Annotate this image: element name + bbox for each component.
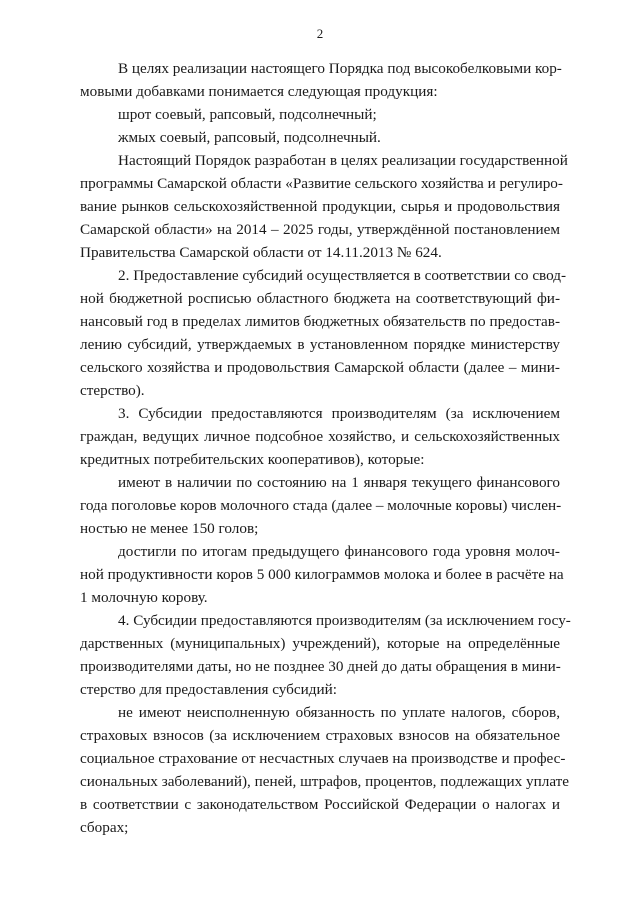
text-line: мовыми добавками понимается следующая продукция:: [80, 83, 438, 100]
text-line: ной продуктивности коров 5 000 килограммов молока и более в расчёте на: [80, 566, 564, 583]
text-line: страховых взносов (за исключением страховых взносов на обязательное: [80, 727, 560, 744]
text-line: сиональных заболеваний), пеней, штрафов, процентов, подлежащих уплате: [80, 773, 570, 790]
text-line: года поголовье коров молочного стада (далее – молочные коровы) числен-: [80, 497, 562, 514]
text-line: жмых соевый, рапсовый, подсолнечный.: [118, 129, 381, 146]
text-line: сборах;: [80, 819, 129, 836]
text-line: программы Самарской области «Развитие сельского хозяйства и регулиро-: [80, 175, 563, 192]
text-line: 3. Субсидии предоставляются производителям (за исключением: [118, 405, 560, 422]
text-line: нансовый год в пределах лимитов бюджетных обязательств по предостав-: [80, 313, 560, 330]
text-line: 4. Субсидии предоставляются производителям (за исключением госу-: [118, 612, 571, 629]
text-line: 1 молочную корову.: [80, 589, 208, 606]
document-body: [80, 57, 571, 839]
text-line: в соответствии с законодательством Российской Федерации о налогах и: [80, 796, 560, 813]
text-line: дарственных (муниципальных) учреждений), которые на определённые: [80, 635, 560, 652]
text-line: В целях реализации настоящего Порядка под высокобелковыми кор-: [118, 60, 562, 77]
text-line: вание рынков сельскохозяйственной продукции, сырья и продовольствия: [80, 198, 560, 215]
text-line: сельского хозяйства и продовольствия Самарской области (далее – мини-: [80, 359, 560, 376]
text-line: стерство).: [80, 382, 145, 399]
text-line: шрот соевый, рапсовый, подсолнечный;: [118, 106, 377, 123]
text-line: кредитных потребительских кооперативов), которые:: [80, 451, 425, 468]
page-number: 2: [316, 26, 324, 41]
text-line: не имеют неисполненную обязанность по уплате налогов, сборов,: [118, 704, 560, 721]
text-line: ностью не менее 150 голов;: [80, 520, 259, 537]
text-line: Правительства Самарской области от 14.11.2013 № 624.: [80, 244, 442, 261]
text-line: граждан, ведущих личное подсобное хозяйство, и сельскохозяйственных: [80, 428, 560, 445]
text-line: 2. Предоставление субсидий осуществляется в соответствии со свод-: [118, 267, 567, 284]
text-line: Настоящий Порядок разработан в целях реализации государственной: [118, 152, 568, 169]
text-line: социальное страхование от несчастных случаев на производстве и профес-: [80, 750, 566, 767]
text-line: стерство для предоставления субсидий:: [80, 681, 337, 698]
text-line: ной бюджетной росписью областного бюджета на соответствующий фи-: [80, 290, 560, 307]
text-line: имеют в наличии по состоянию на 1 января текущего финансового: [118, 474, 560, 491]
text-line: лению субсидий, утверждаемых в установленном порядке министерству: [80, 336, 560, 353]
text-line: достигли по итогам предыдущего финансового года уровня молоч-: [118, 543, 560, 560]
text-line: Самарской области» на 2014 – 2025 годы, утверждённой постановлением: [80, 221, 560, 238]
text-line: производителями даты, но не позднее 30 дней до даты обращения в мини-: [80, 658, 561, 675]
